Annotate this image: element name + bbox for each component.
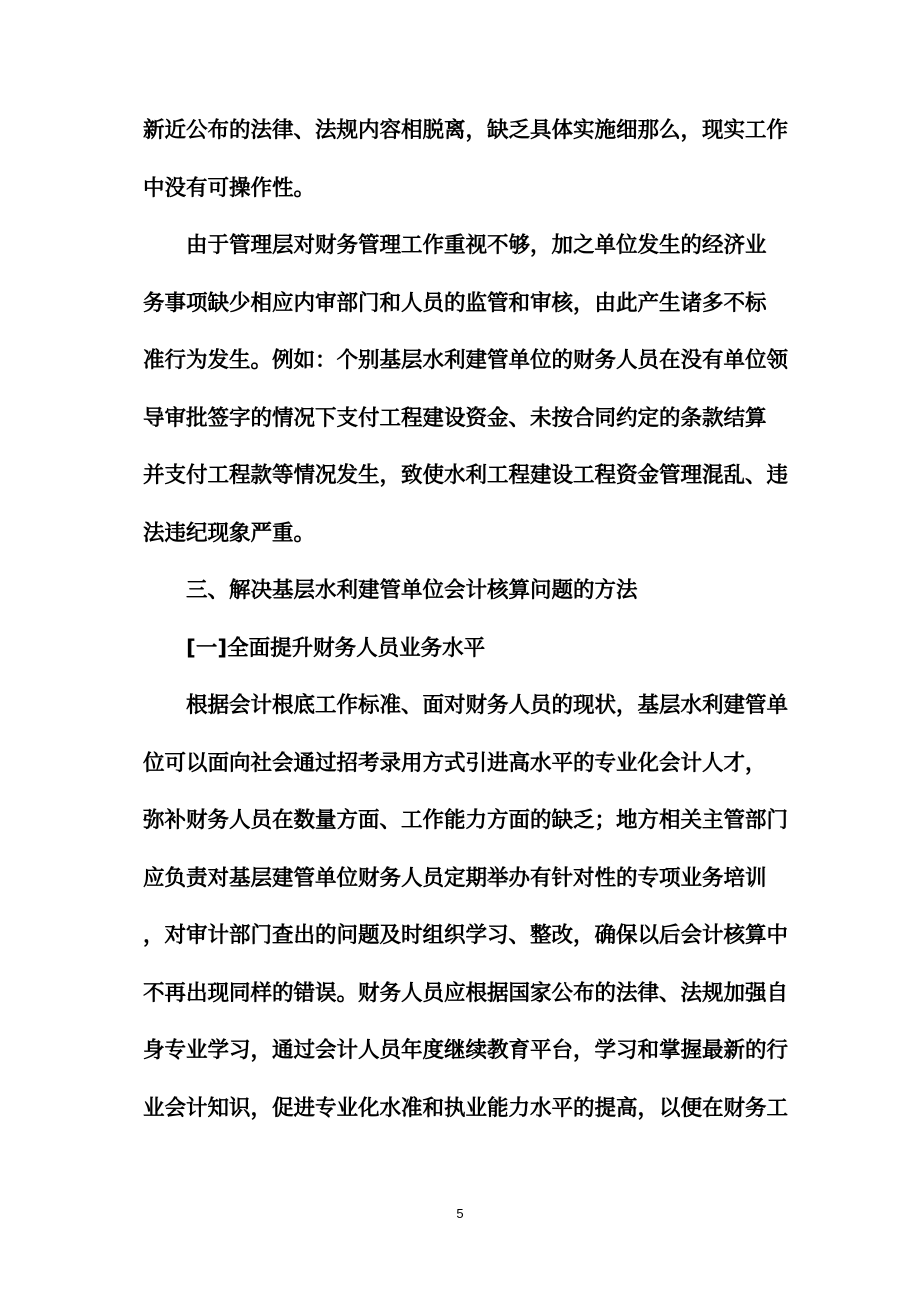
text-line: 不再出现同样的错误。财务人员应根据国家公布的法律、法规加强自 [143, 980, 789, 1006]
text-line: 务事项缺少相应内审部门和人员的监管和审核，由此产生诸多不标 [143, 290, 767, 316]
text-line: 法违纪现象严重。 [143, 520, 316, 546]
paragraph-start-line: 根据会计根底工作标准、面对财务人员的现状，基层水利建管单 [186, 693, 789, 718]
text-line: 弥补财务人员在数量方面、工作能力方面的缺乏；地方相关主管部门 [143, 808, 789, 833]
text-line: 并支付工程款等情况发生，致使水利工程建设工程资金管理混乱、违 [143, 463, 789, 488]
text-line: 位可以面向社会通过招考录用方式引进高水平的专业化会计人才， [143, 750, 767, 776]
text-line: 应负责对基层建管单位财务人员定期举办有针对性的专项业务培训 [143, 865, 767, 891]
page-number: 5 [456, 1206, 464, 1221]
text-line: 业会计知识，促进专业化水准和执业能力水平的提高，以便在财务工 [143, 1095, 789, 1121]
body-text [143, 102, 789, 1137]
subsection-heading: [一]全面提升财务人员业务水平 [186, 635, 486, 661]
text-line: 准行为发生。例如：个别基层水利建管单位的财务人员在没有单位领 [143, 348, 789, 373]
paragraph-start-line: 由于管理层对财务管理工作重视不够，加之单位发生的经济业 [186, 233, 767, 258]
text-line: 中没有可操作性。 [143, 175, 316, 201]
section-heading: 三、解决基层水利建管单位会计核算问题的方法 [186, 578, 638, 603]
text-line: 身专业学习，通过会计人员年度继续教育平台，学习和掌握最新的行 [143, 1038, 789, 1063]
text-line: ，对审计部门查出的问题及时组织学习、整改，确保以后会计核算中 [143, 923, 789, 948]
text-line: 新近公布的法律、法规内容相脱离，缺乏具体实施细那么，现实工作 [143, 118, 789, 143]
text-line: 导审批签字的情况下支付工程建设资金、未按合同约定的条款结算 [143, 405, 767, 431]
